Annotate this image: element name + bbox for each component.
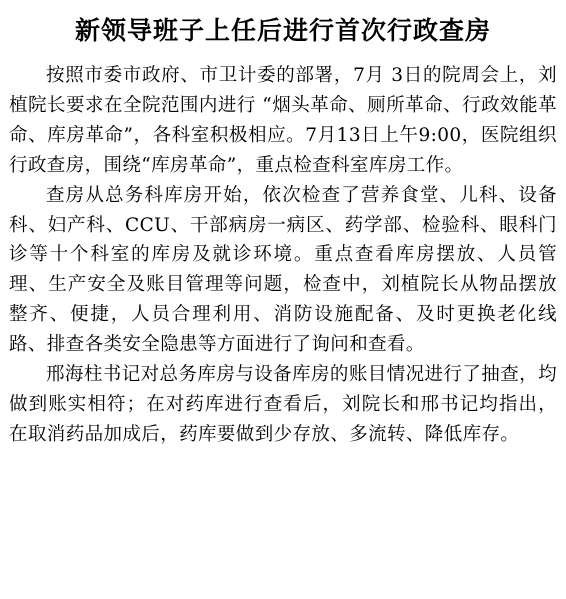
article-title: 新领导班子上任后进行首次行政查房 [74,16,491,45]
article-paragraph-2: 查房从总务科库房开始，依次检查了营养食堂、儿科、设备科、妇产科、CCU、干部病房一病区、药学部、检验科、眼科门诊等十个科室的库房及就诊环境。重点查看库房摆放、人员管理、生产安全及账目管理等问题，检查中，刘植院长从物品摆放整齐、便捷，人员合理利用、消防设施配备、及时更换老化线路、排查各类安全隐患等方面进行了询问和查看。 [9,184,557,356]
article-paragraph-1: 按照市委市政府、市卫计委的部署，7月 3日的院周会上，刘植院长要求在全院范围内进行 “烟头革命、厕所革命、行政效能革命、库房革命”，各科室积极相应。7月13日上午9:00，医院组织行政查房，围绕“库房革命”，重点检查科室库房工作。 [9,65,557,176]
article-paragraph-3: 邢海柱书记对总务库房与设备库房的账目情况进行了抽查，均做到账实相符；在对药库进行查看后，刘院长和邢书记均指出，在取消药品加成后，药库要做到少存放、多流转、降低库存。 [9,364,557,445]
article-body [9,61,557,450]
